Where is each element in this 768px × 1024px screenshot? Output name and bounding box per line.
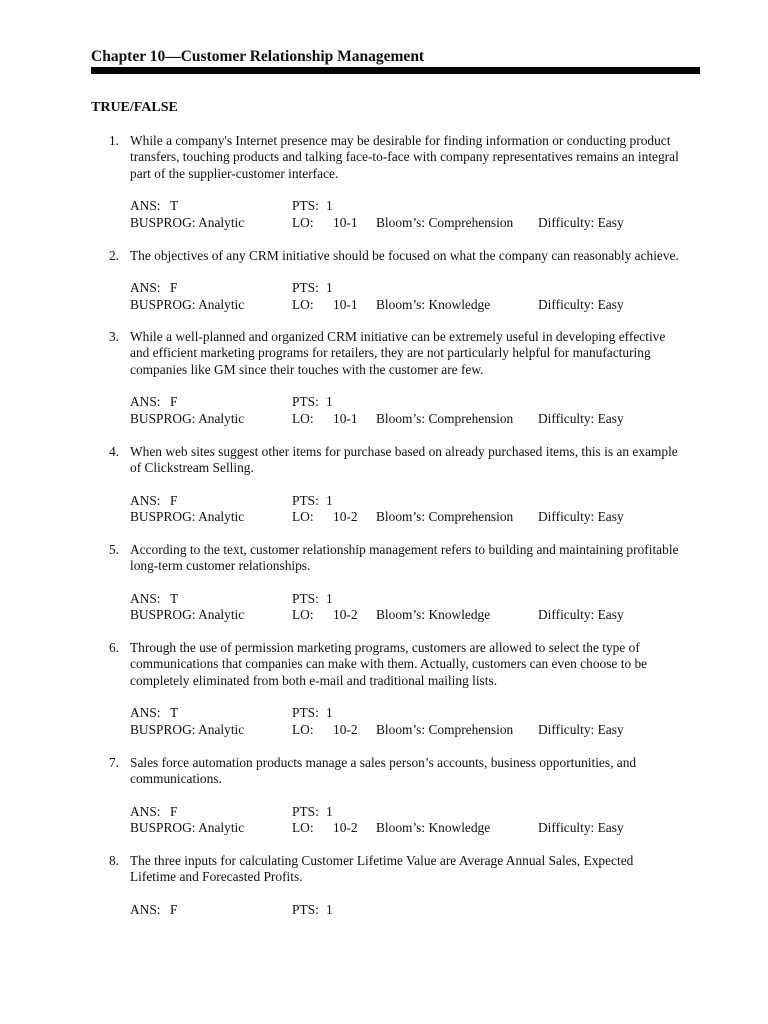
answer-meta [130,493,701,526]
ans-label: ANS: [130,901,161,917]
lo-value: 10-2 [333,721,358,737]
busprog-value: BUSPROG: Analytic [130,607,245,623]
question-text [130,133,701,182]
question-number: 1. [108,133,119,148]
pts-value: 1 [326,492,333,508]
ans-value: T [170,705,179,721]
difficulty-value: Difficulty: Easy [538,721,624,737]
question-item [91,755,701,837]
pts-value: 1 [326,280,333,296]
ans-value: F [170,492,178,508]
ans-label: ANS: [130,394,161,410]
lo-value: 10-2 [333,607,358,623]
classification-row [130,509,701,525]
pts-value: 1 [326,901,333,917]
pts-value: 1 [326,394,333,410]
question-text [130,248,701,264]
ans-label: ANS: [130,198,161,214]
answer-row [130,804,701,820]
pts-value: 1 [326,803,333,819]
bloom-value: Bloom’s: Comprehension [376,509,514,525]
ans-label: ANS: [130,492,161,508]
question-text-line: While a company's Internet presence may be desirable for finding information or conducting product [130,133,671,148]
chapter-title: Chapter 10—Customer Relationship Management [91,48,425,65]
classification-row [130,215,701,231]
bloom-value: Bloom’s: Knowledge [376,296,491,312]
title-rule [91,67,700,74]
question-number: 8. [108,853,119,868]
answer-row [130,394,701,410]
question-number: 7. [108,755,119,770]
question-number: 3. [108,329,119,344]
classification-row [130,411,701,427]
ans-value: T [170,590,179,606]
question-text-line: long-term customer relationships. [130,558,311,574]
question-text-line: transfers, touching products and talking face-to-face with company representatives remains an integral [130,149,679,165]
pts-label: PTS: [292,901,319,917]
answer-row [130,280,701,296]
ans-label: ANS: [130,803,161,819]
question-item [91,444,701,526]
ans-label: ANS: [130,590,161,606]
question-item [91,640,701,738]
pts-label: PTS: [292,394,319,410]
busprog-value: BUSPROG: Analytic [130,509,245,525]
ans-value: F [170,901,178,917]
lo-label: LO: [292,296,314,312]
ans-value: T [170,198,179,214]
question-text-line: Through the use of permission marketing programs, customers are allowed to select the type of [130,640,640,655]
answer-row [130,591,701,607]
pts-label: PTS: [292,280,319,296]
classification-row [130,297,701,313]
pts-value: 1 [326,198,333,214]
ans-label: ANS: [130,280,161,296]
pts-label: PTS: [292,803,319,819]
busprog-value: BUSPROG: Analytic [130,296,245,312]
question-text-line: While a well-planned and organized CRM initiative can be extremely useful in developing effective [130,329,666,344]
bloom-value: Bloom’s: Comprehension [376,214,514,230]
question-text-line: According to the text, customer relationship management refers to building and maintaining profitable [130,542,679,557]
question-text-line: Sales force automation products manage a sales person’s accounts, business opportunities, and [130,755,637,770]
pts-label: PTS: [292,705,319,721]
lo-label: LO: [292,214,314,230]
ans-value: F [170,280,178,296]
difficulty-value: Difficulty: Easy [538,820,624,836]
answer-row [130,902,701,918]
question-text [130,755,701,788]
difficulty-value: Difficulty: Easy [538,607,624,623]
lo-value: 10-1 [333,214,358,230]
question-text-line: companies like GM since their touches with the customer are few. [130,361,484,377]
pts-label: PTS: [292,492,319,508]
busprog-value: BUSPROG: Analytic [130,721,245,737]
question-item [91,542,701,624]
answer-meta [130,804,701,837]
answer-meta [130,705,701,738]
difficulty-value: Difficulty: Easy [538,296,624,312]
answer-meta [130,591,701,624]
lo-label: LO: [292,509,314,525]
question-text [130,444,701,477]
lo-value: 10-1 [333,410,358,426]
ans-label: ANS: [130,705,161,721]
difficulty-value: Difficulty: Easy [538,509,624,525]
lo-value: 10-1 [333,296,358,312]
answer-row [130,705,701,721]
bloom-value: Bloom’s: Knowledge [376,820,491,836]
question-item [91,248,701,313]
classification-row [130,722,701,738]
answer-meta [130,198,701,231]
classification-row [130,607,701,623]
answer-meta [130,280,701,313]
question-item [91,329,701,427]
bloom-value: Bloom’s: Comprehension [376,721,514,737]
lo-value: 10-2 [333,820,358,836]
busprog-value: BUSPROG: Analytic [130,410,245,426]
answer-row [130,493,701,509]
ans-value: F [170,803,178,819]
classification-row [130,820,701,836]
question-item [91,133,701,231]
pts-value: 1 [326,590,333,606]
bloom-value: Bloom’s: Comprehension [376,410,514,426]
question-text-line: Lifetime and Forecasted Profits. [130,869,303,885]
question-number: 4. [108,444,119,459]
question-text-line: of Clickstream Selling. [130,460,254,476]
lo-label: LO: [292,721,314,737]
question-text [130,542,701,575]
question-number: 5. [108,542,119,557]
question-item [91,853,701,935]
question-text [130,640,701,689]
question-text-line: completely eliminated from both e-mail and traditional mailing lists. [130,672,498,688]
answer-row [130,198,701,214]
question-text-line: communications. [130,771,222,787]
section-heading: TRUE/FALSE [91,100,178,115]
lo-value: 10-2 [333,509,358,525]
lo-label: LO: [292,607,314,623]
busprog-value: BUSPROG: Analytic [130,820,245,836]
question-text [130,329,701,378]
question-number: 6. [108,640,119,655]
answer-meta [130,902,701,935]
question-text-line: When web sites suggest other items for purchase based on already purchased items, this is an example [130,444,678,459]
busprog-value: BUSPROG: Analytic [130,214,245,230]
answer-meta [130,394,701,427]
question-text-line: The three inputs for calculating Customer Lifetime Value are Average Annual Sales, Expected [130,853,634,868]
question-text-line: communications that companies can make with them. Actually, customers can even choose to be [130,656,648,672]
lo-label: LO: [292,410,314,426]
ans-value: F [170,394,178,410]
question-text [130,853,701,886]
lo-label: LO: [292,820,314,836]
pts-value: 1 [326,705,333,721]
difficulty-value: Difficulty: Easy [538,410,624,426]
pts-label: PTS: [292,198,319,214]
question-number: 2. [108,248,119,263]
difficulty-value: Difficulty: Easy [538,214,624,230]
question-text-line: and efficient marketing programs for retailers, they are not particularly helpful for manufacturing [130,345,651,361]
pts-label: PTS: [292,590,319,606]
question-text-line: The objectives of any CRM initiative should be focused on what the company can reasonably achieve. [130,248,679,263]
question-text-line: part of the supplier-customer interface. [130,165,339,181]
bloom-value: Bloom’s: Knowledge [376,607,491,623]
